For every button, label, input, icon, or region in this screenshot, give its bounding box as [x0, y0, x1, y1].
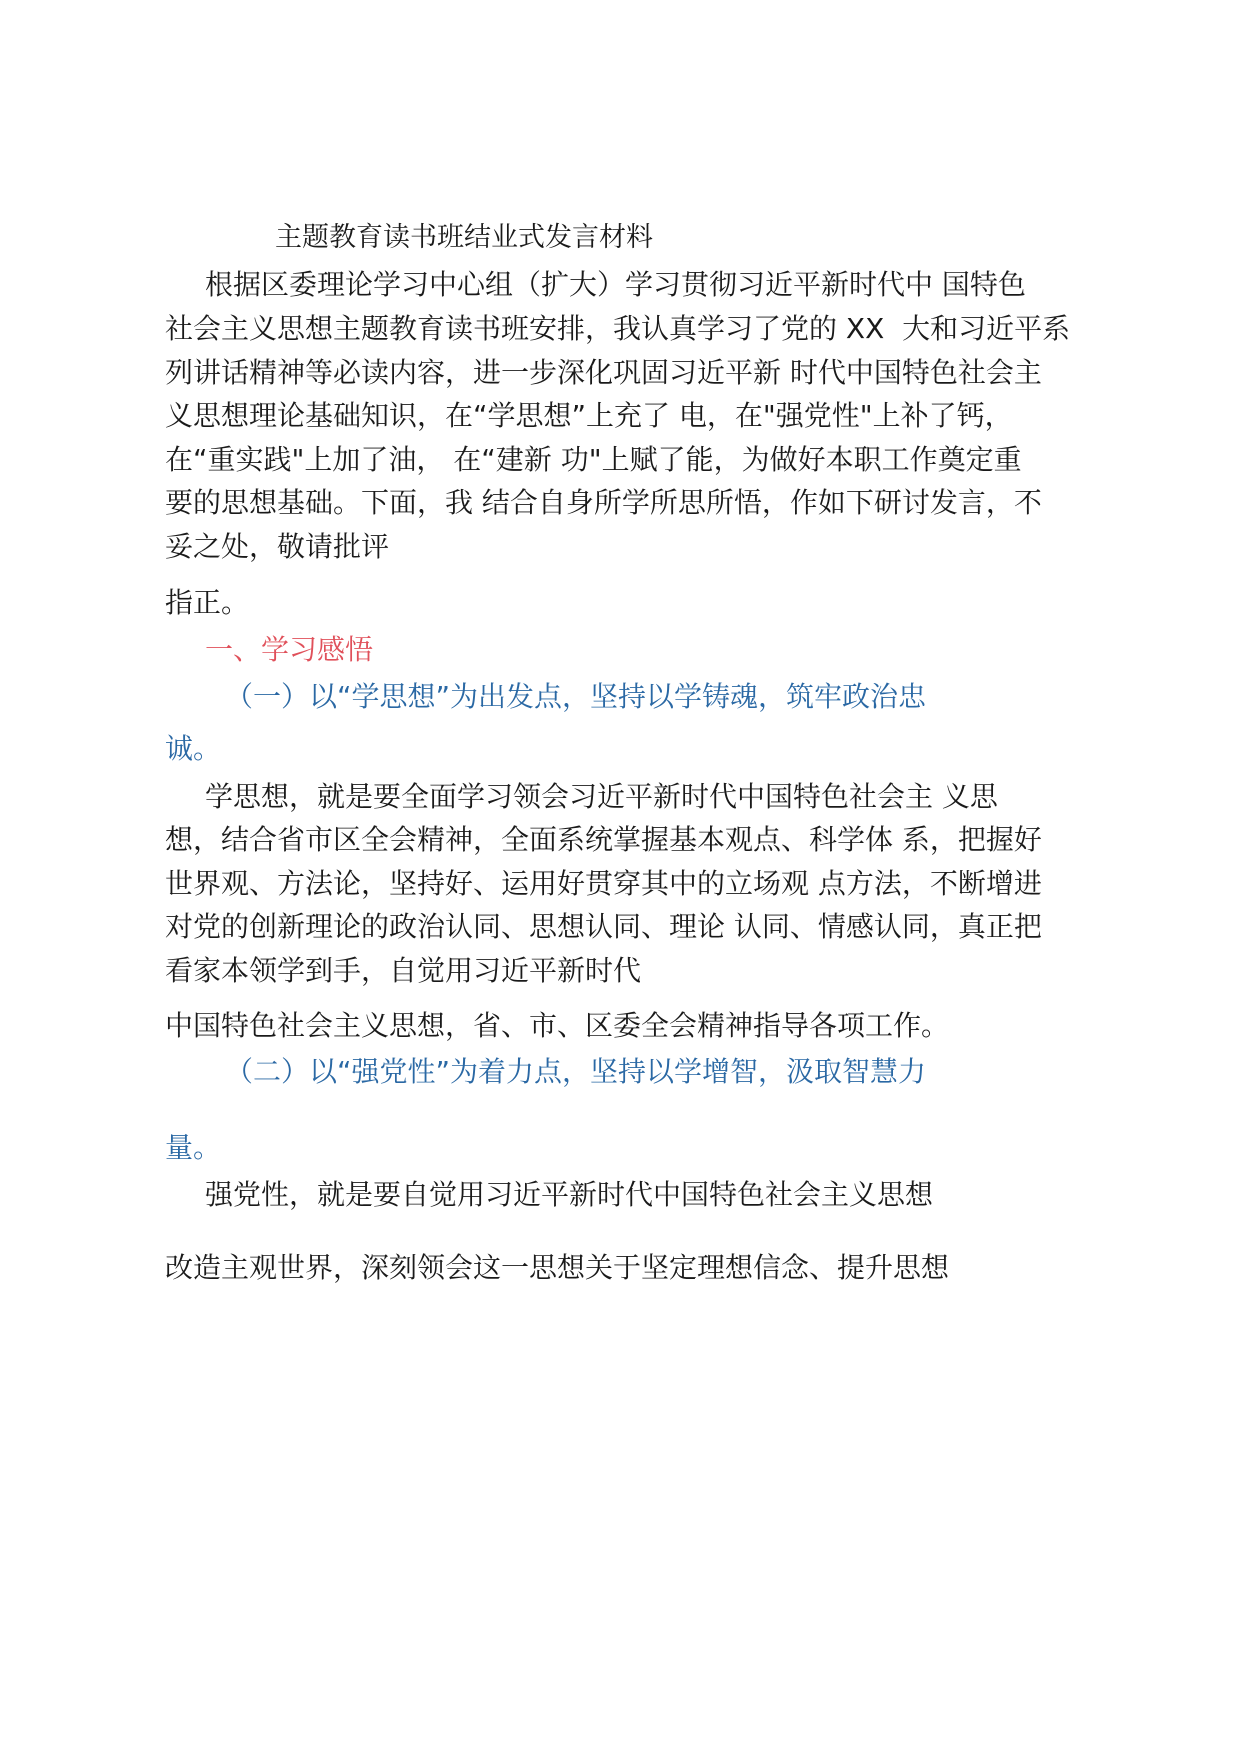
- intro-line: 根据区委理论学习中心组（扩大）学习贯彻习近平新时代中 国特色: [205, 268, 1026, 301]
- body-line: 学思想，就是要全面学习领会习近平新时代中国特色社会主 义思: [205, 780, 998, 813]
- intro-line: 列讲话精神等必读内容，进一步深化巩固习近平新 时代中国特色社会主: [165, 356, 1042, 389]
- section-heading: 一、学习感悟: [205, 633, 374, 666]
- body-line: 对党的创新理论的政治认同、思想认同、理论 认同、情感认同，真正把: [165, 910, 1042, 943]
- intro-line: 在“重实践"上加了油， 在“建新 功"上赋了能，为做好本职工作奠定重: [165, 443, 1022, 476]
- document-title: 主题教育读书班结业式发言材料: [275, 222, 653, 253]
- body-line: 强党性，就是要自觉用习近平新时代中国特色社会主义思想: [205, 1178, 934, 1211]
- intro-line: 妥之处，敬请批评: [165, 530, 390, 563]
- body-line: 想，结合省市区全会精神，全面系统掌握基本观点、科学体 系，把握好: [165, 823, 1042, 856]
- subsection-heading: （一）以“学思想”为出发点，坚持以学铸魂，筑牢政治忠: [225, 680, 927, 713]
- intro-line: 义思想理论基础知识，在“学思想”上充了 电，在"强党性"上补了钙，: [165, 399, 1013, 432]
- subsection-heading: 量。: [165, 1131, 222, 1164]
- body-line: 看家本领学到手，自觉用习近平新时代: [165, 954, 642, 987]
- subsection-heading: 诚。: [165, 732, 222, 765]
- intro-line: 指正。: [165, 586, 250, 619]
- subsection-heading: （二）以“强党性”为着力点，坚持以学增智，汲取智慧力: [225, 1055, 927, 1088]
- intro-line: 社会主义思想主题教育读书班安排，我认真学习了党的 XX 大和习近平系: [165, 312, 1071, 345]
- body-line: 世界观、方法论，坚持好、运用好贯穿其中的立场观 点方法，不断增进: [165, 867, 1042, 900]
- body-line: 改造主观世界，深刻领会这一思想关于坚定理想信念、提升思想: [165, 1251, 950, 1284]
- intro-line: 要的思想基础。下面，我 结合自身所学所思所悟，作如下研讨发言，不: [165, 486, 1042, 519]
- body-line: 中国特色社会主义思想，省、市、区委全会精神指导各项工作。: [165, 1009, 950, 1042]
